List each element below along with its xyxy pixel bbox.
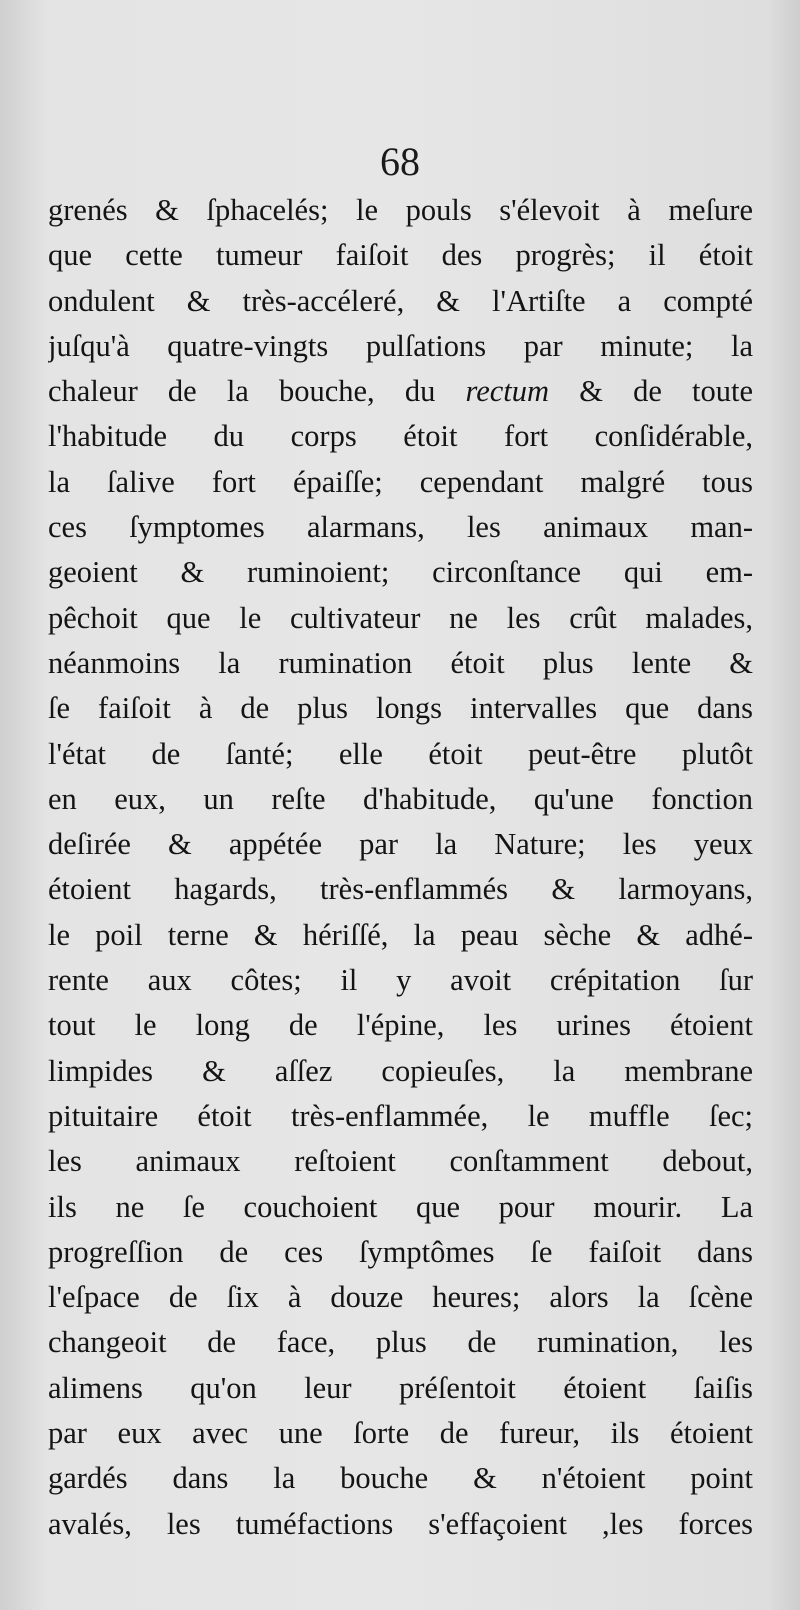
text-line: ondulent & très-accéleré, & l'Artiſte a compté xyxy=(48,283,753,318)
text-line: l'eſpace de ſix à douze heures; alors la ſcène xyxy=(48,1280,753,1315)
text-line: néanmoins la rumination étoit plus lente & xyxy=(48,645,753,680)
text-line: progreſſion de ces ſymptômes ſe faiſoit dans xyxy=(48,1234,753,1269)
text-line: alimens qu'on leur préſentoit étoient ſaiſis xyxy=(48,1370,753,1405)
text-line: par eux avec une ſorte de fureur, ils étoient xyxy=(48,1416,753,1451)
text-line: ils ne ſe couchoient que pour mourir. La xyxy=(48,1189,753,1224)
text-line: tout le long de l'épine, les urines étoient xyxy=(48,1008,753,1043)
text-line: ces ſymptomes alarmans, les animaux man- xyxy=(48,510,753,545)
text-line: que cette tumeur faiſoit des progrès; il étoit xyxy=(48,238,753,273)
body-text xyxy=(48,188,753,1547)
text-line: le poil terne & hériſſé, la peau sèche & adhé- xyxy=(48,917,753,952)
text-line: l'état de ſanté; elle étoit peut-être plutôt xyxy=(48,736,753,771)
text-line: gardés dans la bouche & n'étoient point xyxy=(48,1461,753,1496)
text-line: pêchoit que le cultivateur ne les crût malades, xyxy=(48,600,753,635)
text-line: deſirée & appétée par la Nature; les yeux xyxy=(48,827,753,862)
text-line: rente aux côtes; il y avoit crépitation ſur xyxy=(48,963,753,998)
text-line: pituitaire étoit très-enflammée, le muffle ſec; xyxy=(48,1098,753,1133)
italic-word: rectum xyxy=(465,374,550,409)
text-line: limpides & aſſez copieuſes, la membrane xyxy=(48,1053,753,1088)
text-line: juſqu'à quatre-vingts pulſations par minute; la xyxy=(48,328,753,363)
text-line: chaleur de la bouche, du rectum & de toute xyxy=(48,374,753,409)
text-line: en eux, un reſte d'habitude, qu'une fonction xyxy=(48,781,753,816)
text-line: geoient & ruminoient; circonſtance qui em- xyxy=(48,555,753,590)
text-line: grenés & ſphacelés; le pouls s'élevoit à meſure xyxy=(48,193,753,227)
text-line: ſe faiſoit à de plus longs intervalles que dans xyxy=(48,691,753,726)
page-number: 68 xyxy=(380,139,420,184)
text-line: les animaux reſtoient conſtamment debout, xyxy=(48,1144,753,1179)
text-line: avalés, les tuméfactions s'effaçoient ,les forces xyxy=(48,1506,753,1541)
text-line: changeoit de face, plus de rumination, les xyxy=(48,1325,753,1360)
text-line: l'habitude du corps étoit fort conſidérable, xyxy=(48,419,753,454)
text-line: étoient hagards, très-enflammés & larmoyans, xyxy=(48,872,753,907)
text-line: la ſalive fort épaiſſe; cependant malgré tous xyxy=(48,464,753,499)
